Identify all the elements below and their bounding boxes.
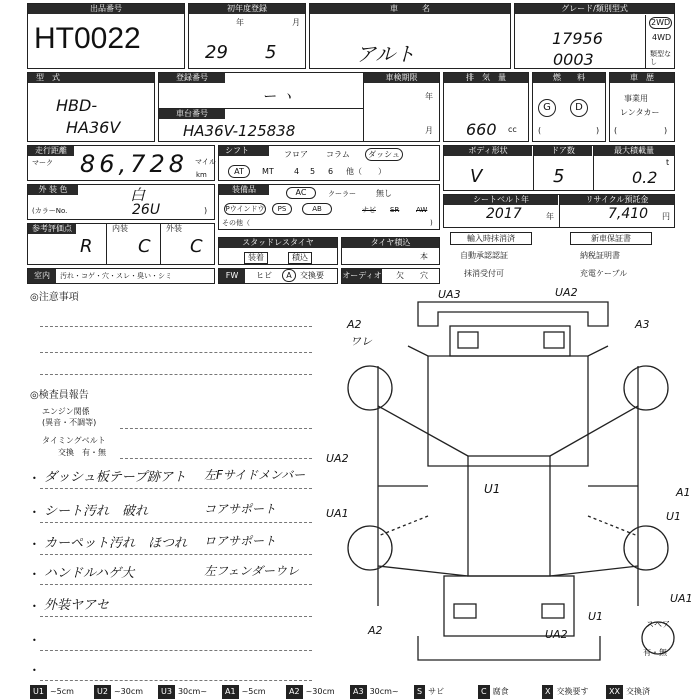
report-engine-sub: (異音・不調等): [42, 418, 97, 427]
disp-unit: cc: [508, 125, 517, 134]
equip-sr: SR: [390, 206, 400, 214]
chassis-value: HA36V-125838: [183, 122, 296, 140]
spare-value: 有・無: [643, 648, 667, 657]
legend-text: ~30cm: [113, 687, 144, 696]
history-paren-l: (: [614, 126, 618, 135]
shift-at: AT: [228, 165, 250, 178]
doc-import: 輸入時抹消済: [450, 232, 532, 245]
legend-code: U3: [158, 685, 175, 699]
disp-header: 排 気 量: [444, 73, 528, 83]
remark-text: ダッシュ板テープ跡アト: [44, 470, 187, 485]
remark-text-right: 左Fサイドメンバー: [204, 468, 306, 482]
report-timing: タイミングベルト: [42, 436, 106, 445]
shift-floor: フロア: [284, 150, 308, 159]
model-header: 型 式: [28, 73, 154, 83]
legend-code: S: [414, 685, 425, 699]
dmg-a2-bl: A2: [368, 624, 383, 637]
legend-code: U1: [30, 685, 47, 699]
shift-5: 5: [310, 167, 316, 176]
exterior-grade-value: C: [190, 236, 203, 257]
first-reg-month-label: 月: [292, 18, 300, 27]
fw-replace: 交換要: [300, 271, 324, 280]
shift-4: 4: [294, 167, 300, 176]
dmg-ua2-left: UA2: [326, 452, 349, 465]
history-header: 車 歴: [610, 73, 674, 83]
legend-text: ~30cm: [305, 687, 335, 696]
equip-ps: PS: [272, 203, 292, 215]
studless-header: スタッドレスタイヤ: [219, 238, 337, 248]
legend-code: A1: [222, 685, 239, 699]
remark-text: ハンドルハゲ大: [44, 566, 135, 581]
inspection-month-label: 月: [425, 126, 433, 135]
equip-other-r: ): [430, 219, 433, 227]
legend-item: [542, 685, 588, 699]
mileage-unit1: マイル: [195, 158, 216, 166]
seatbelt-div: [559, 194, 560, 228]
equip-other: その他（: [222, 219, 250, 227]
legend-item: [414, 685, 444, 699]
remark-bullet: •: [32, 508, 37, 517]
history-biz: 事業用: [624, 94, 648, 103]
audio-label: オーディオ: [342, 269, 382, 283]
mileage-header: 走行距離: [28, 146, 74, 156]
doc-cancel: 抹消受付可: [464, 269, 504, 278]
fw-label: FW: [219, 269, 245, 283]
legend-text: 腐食: [492, 687, 509, 696]
spare-label: スペア: [646, 620, 670, 629]
grade-value2: 0003: [553, 50, 594, 69]
history-rental: レンタカー: [620, 108, 660, 117]
notes-rule-2: [40, 352, 312, 353]
doc-cable: 充電ケーブル: [580, 269, 628, 278]
first-reg-month: 5: [265, 42, 277, 63]
interior-row-items: 汚れ・コゲ・穴・スレ・臭い・シミ: [60, 272, 172, 280]
interior-value: C: [138, 236, 151, 257]
legend-code: A3: [350, 685, 367, 699]
damage-legend: [30, 685, 700, 699]
remark-text: カーペット汚れ ほつれ: [44, 536, 188, 551]
shift-mt: MT: [262, 167, 274, 176]
notes-rule-1: [40, 326, 312, 327]
doors-value: 5: [553, 166, 565, 187]
studless-load: 積込: [288, 252, 312, 264]
color-value: 白: [130, 186, 146, 204]
studless-equip: 装着: [244, 252, 268, 264]
color-code: 26U: [132, 202, 161, 218]
damage-diagram: [318, 286, 698, 676]
legend-text: ~5cm: [241, 687, 266, 696]
equip-none: 無し: [376, 189, 392, 198]
dmg-tl-sub: ワレ: [350, 335, 372, 348]
fuel-d: D: [570, 99, 588, 117]
legend-text: 30cm~: [177, 687, 208, 696]
remark-bullet: •: [32, 474, 37, 483]
legend-code: XX: [606, 685, 623, 699]
legend-item: [478, 685, 509, 699]
dmg-ua1-right: UA1: [670, 592, 693, 605]
legend-code: C: [478, 685, 490, 699]
drive-none: 類型なし: [650, 50, 671, 66]
lot-header: 出品番号: [28, 4, 184, 14]
equip-pw: Pウインドウ: [225, 205, 265, 213]
audio-missing: 欠: [396, 271, 404, 280]
legend-item: [30, 685, 74, 699]
first-reg-year: 29: [205, 42, 228, 63]
color-code-label: (カラーNo.: [32, 207, 68, 215]
doc-tax: 納税証明書: [580, 251, 620, 260]
legend-code: U2: [94, 685, 111, 699]
remark-text-right: ロアサポート: [204, 534, 277, 548]
timing-rule: [120, 458, 312, 459]
legend-code: A2: [286, 685, 303, 699]
car-name-value: アルト: [356, 42, 416, 66]
lot-number: HT0022: [34, 22, 141, 55]
capacity-header: 最大積載量: [594, 146, 674, 156]
capacity-unit: t: [666, 158, 670, 167]
equip-ac: AC: [286, 187, 316, 199]
remark-text-right: 左フェンダーウレ: [204, 564, 299, 578]
body-div1: [533, 145, 534, 191]
legend-text: ~5cm: [49, 687, 74, 696]
legend-text: 30cm~: [369, 687, 399, 696]
legend-text: 交換済: [625, 687, 650, 696]
equip-header: 装備品: [219, 185, 269, 195]
shift-dash: ダッシュ: [365, 148, 403, 161]
first-reg-year-label: 年: [236, 18, 244, 27]
legend-item: [158, 685, 207, 699]
inspection-header: 車検期限: [364, 73, 439, 83]
dmg-ua2-bottom: UA2: [545, 628, 568, 641]
legend-item: [286, 685, 335, 699]
report-title: ◎検査員報告: [30, 390, 89, 401]
seatbelt-unit: 年: [546, 212, 554, 221]
car-name-header: 車 名: [310, 4, 510, 14]
dmg-ua3: UA3: [438, 288, 461, 301]
capacity-value: 0.2: [632, 168, 658, 187]
recycle-unit: 円: [662, 212, 670, 221]
remark-rule: [40, 554, 312, 555]
remark-rule: [40, 650, 312, 651]
first-reg-header: 初年度登録: [189, 4, 305, 14]
engine-rule: [120, 428, 312, 429]
recycle-header: リサイクル預託金: [560, 195, 674, 205]
recycle-value: 7,410: [608, 206, 649, 222]
legend-text: サビ: [428, 687, 445, 696]
doc-auto: 自動承認認証: [460, 251, 508, 260]
remark-bullet: •: [32, 540, 37, 549]
shift-column: コラム: [326, 150, 350, 159]
audio-hole: 穴: [420, 271, 428, 280]
grade-value1: 17956: [552, 29, 603, 48]
legend-item: [222, 685, 266, 699]
fuel-paren-r: ): [596, 126, 600, 135]
fw-hibi: ヒビ: [256, 271, 272, 280]
grade-divider: [645, 15, 646, 69]
remark-bullet: •: [32, 666, 37, 675]
fuel-paren-l: (: [538, 126, 542, 135]
shift-header: シフト: [219, 146, 269, 156]
legend-code: X: [542, 685, 553, 699]
tires-unit: 本: [420, 252, 428, 261]
notes-title: ◎注意事項: [30, 292, 79, 303]
drive-4wd: 4WD: [652, 33, 672, 42]
remark-text: シート汚れ 破れ: [44, 504, 149, 519]
mileage-mark-label: マーク: [32, 159, 53, 167]
reg-header: 登録番号: [159, 73, 225, 83]
equip-nav: ナビ: [362, 206, 376, 214]
exterior-grade-header: 外装: [162, 224, 186, 234]
remark-text: 外装ヤアセ: [44, 598, 109, 613]
legend-item: [350, 685, 399, 699]
dmg-ua1-left: UA1: [326, 507, 349, 520]
dmg-u1-right: U1: [666, 510, 682, 523]
dmg-u1-center: U1: [484, 482, 501, 496]
model-line1: HBD-: [56, 96, 98, 115]
equip-ab: AB: [302, 203, 332, 215]
remark-bullet: •: [32, 570, 37, 579]
interior-row-label: 室内: [28, 269, 56, 283]
remark-text-right: コアサポート: [204, 502, 277, 516]
remark-bullet: •: [32, 636, 37, 645]
model-line2: HA36V: [66, 118, 121, 137]
inspection-year-label: 年: [425, 92, 433, 101]
equip-cooler: クーラー: [328, 190, 356, 198]
dmg-a3-tr: A3: [635, 318, 650, 331]
report-engine: エンジン関係: [42, 407, 90, 416]
remark-rule: [40, 522, 312, 523]
drive-2wd: 2WD: [651, 18, 671, 27]
remark-bullet: •: [32, 602, 37, 611]
fuel-header: 燃 料: [533, 73, 605, 83]
seatbelt-value: 2017: [486, 206, 522, 222]
score-value: R: [80, 236, 93, 257]
doors-header: ドア数: [534, 146, 592, 156]
disp-value: 660: [466, 120, 497, 139]
mileage-unit2: km: [196, 171, 207, 179]
tires-header: タイヤ積込: [342, 238, 439, 248]
history-paren-r: ): [664, 126, 668, 135]
score-header: 参考評価点: [28, 224, 76, 234]
shift-other: 他（ ）: [346, 167, 386, 176]
legend-text: 交換要す: [556, 687, 589, 696]
score-div1: [106, 223, 107, 265]
seatbelt-header: シートベルト年: [444, 195, 558, 205]
shift-6: 6: [328, 167, 334, 176]
equip-aw: AW: [416, 206, 428, 214]
color-header: 外 装 色: [28, 185, 78, 195]
dmg-u1-br: U1: [588, 610, 604, 623]
dmg-a2-tl: A2: [347, 318, 362, 331]
body-header: ボディ形状: [444, 146, 532, 156]
fw-a: A: [282, 269, 296, 282]
grade-header: グレード/類別型式: [515, 4, 674, 14]
body-value: V: [470, 166, 483, 187]
doc-warranty: 新車保証書: [570, 232, 652, 245]
notes-rule-3: [40, 374, 312, 375]
mileage-value: 86,728: [80, 150, 188, 178]
legend-item: [606, 685, 650, 699]
legend-item: [94, 685, 143, 699]
report-timing-sub: 交換 有・無: [58, 448, 106, 457]
remark-rule: [40, 488, 312, 489]
dmg-ua2-top: UA2: [555, 286, 578, 299]
fuel-g: G: [538, 99, 556, 117]
interior-header: 内装: [108, 224, 132, 234]
color-paren-r: ): [204, 206, 208, 215]
remark-rule: [40, 616, 312, 617]
body-div2: [593, 145, 594, 191]
remark-rule: [40, 680, 312, 681]
remark-rule: [40, 584, 312, 585]
dmg-a1-right: A1: [676, 486, 691, 499]
reg-value: ー ヽ: [262, 89, 295, 105]
chassis-header: 車台番号: [159, 109, 225, 119]
score-div2: [160, 223, 161, 265]
